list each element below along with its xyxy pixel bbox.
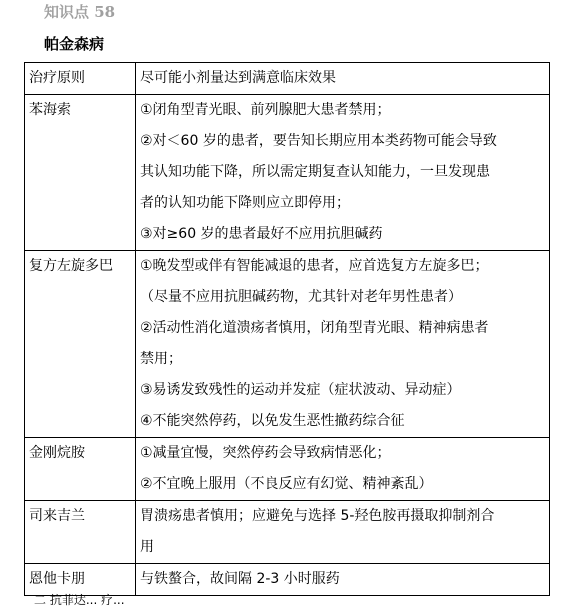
- drug-note-cell: [136, 438, 550, 501]
- note-line: ②活动性消化道溃疡者慎用，闭角型青光眼、精神病患者: [140, 320, 489, 336]
- note-line: ②对＜60 岁的患者，要告知长期应用本类药物可能会导致: [140, 133, 497, 149]
- drug-name-cell: 恩他卡朋: [25, 564, 136, 596]
- drug-note-cell: [136, 251, 550, 438]
- table-row: [25, 251, 550, 438]
- drug-name-cell: 司来吉兰: [25, 501, 136, 564]
- note-line: 与铁螯合，故间隔 2-3 小时服药: [140, 571, 340, 587]
- drug-name-cell: 金刚烷胺: [25, 438, 136, 501]
- drug-note-cell: [136, 501, 550, 564]
- note-line: ④不能突然停药，以免发生恶性撤药综合征: [140, 413, 405, 429]
- drug-name-cell: 复方左旋多巴: [25, 251, 136, 438]
- note-line: （尽量不应用抗胆碱药物，尤其针对老年男性患者）: [140, 289, 462, 305]
- note-line: ③对≥60 岁的患者最好不应用抗胆碱药: [140, 226, 383, 242]
- note-line: 者的认知功能下降则应立即停用；: [140, 195, 350, 211]
- note-line: 尽可能小剂量达到满意临床效果: [140, 70, 336, 86]
- table-row: [25, 63, 550, 95]
- note-line: ③易诱发致残性的运动并发症（症状波动、异动症）: [140, 382, 461, 398]
- drug-note-cell: [136, 564, 550, 596]
- note-line: ①减量宜慢，突然停药会导致病情恶化；: [140, 445, 391, 461]
- note-line: ①闭角型青光眼、前列腺肥大患者禁用；: [140, 102, 391, 118]
- table-row: [25, 438, 550, 501]
- note-line: ②不宜晚上服用（不良反应有幻觉、精神紊乱）: [140, 476, 433, 492]
- note-line: 用: [140, 539, 154, 555]
- drug-name-cell: 治疗原则: [25, 63, 136, 95]
- drug-note-cell: [136, 63, 550, 95]
- table-row: [25, 501, 550, 564]
- drug-table: [24, 62, 550, 596]
- note-line: ①晚发型或伴有智能减退的患者，应首选复方左旋多巴；: [140, 258, 489, 274]
- table-row: [25, 95, 550, 251]
- note-line: 胃溃疡患者慎用；应避免与选择 5-羟色胺再摄取抑制剂合: [140, 508, 495, 524]
- knowledge-point-label: 知识点 58: [44, 3, 116, 21]
- note-line: 其认知功能下降，所以需定期复查认知能力，一旦发现患: [140, 164, 490, 180]
- note-line: 禁用；: [140, 351, 182, 367]
- drug-note-cell: [136, 95, 550, 251]
- drug-name-cell: 苯海索: [25, 95, 136, 251]
- footer-text: 二 抗菲达... 疗...: [34, 593, 125, 607]
- section-title: 帕金森病: [44, 35, 105, 53]
- table-row: [25, 564, 550, 596]
